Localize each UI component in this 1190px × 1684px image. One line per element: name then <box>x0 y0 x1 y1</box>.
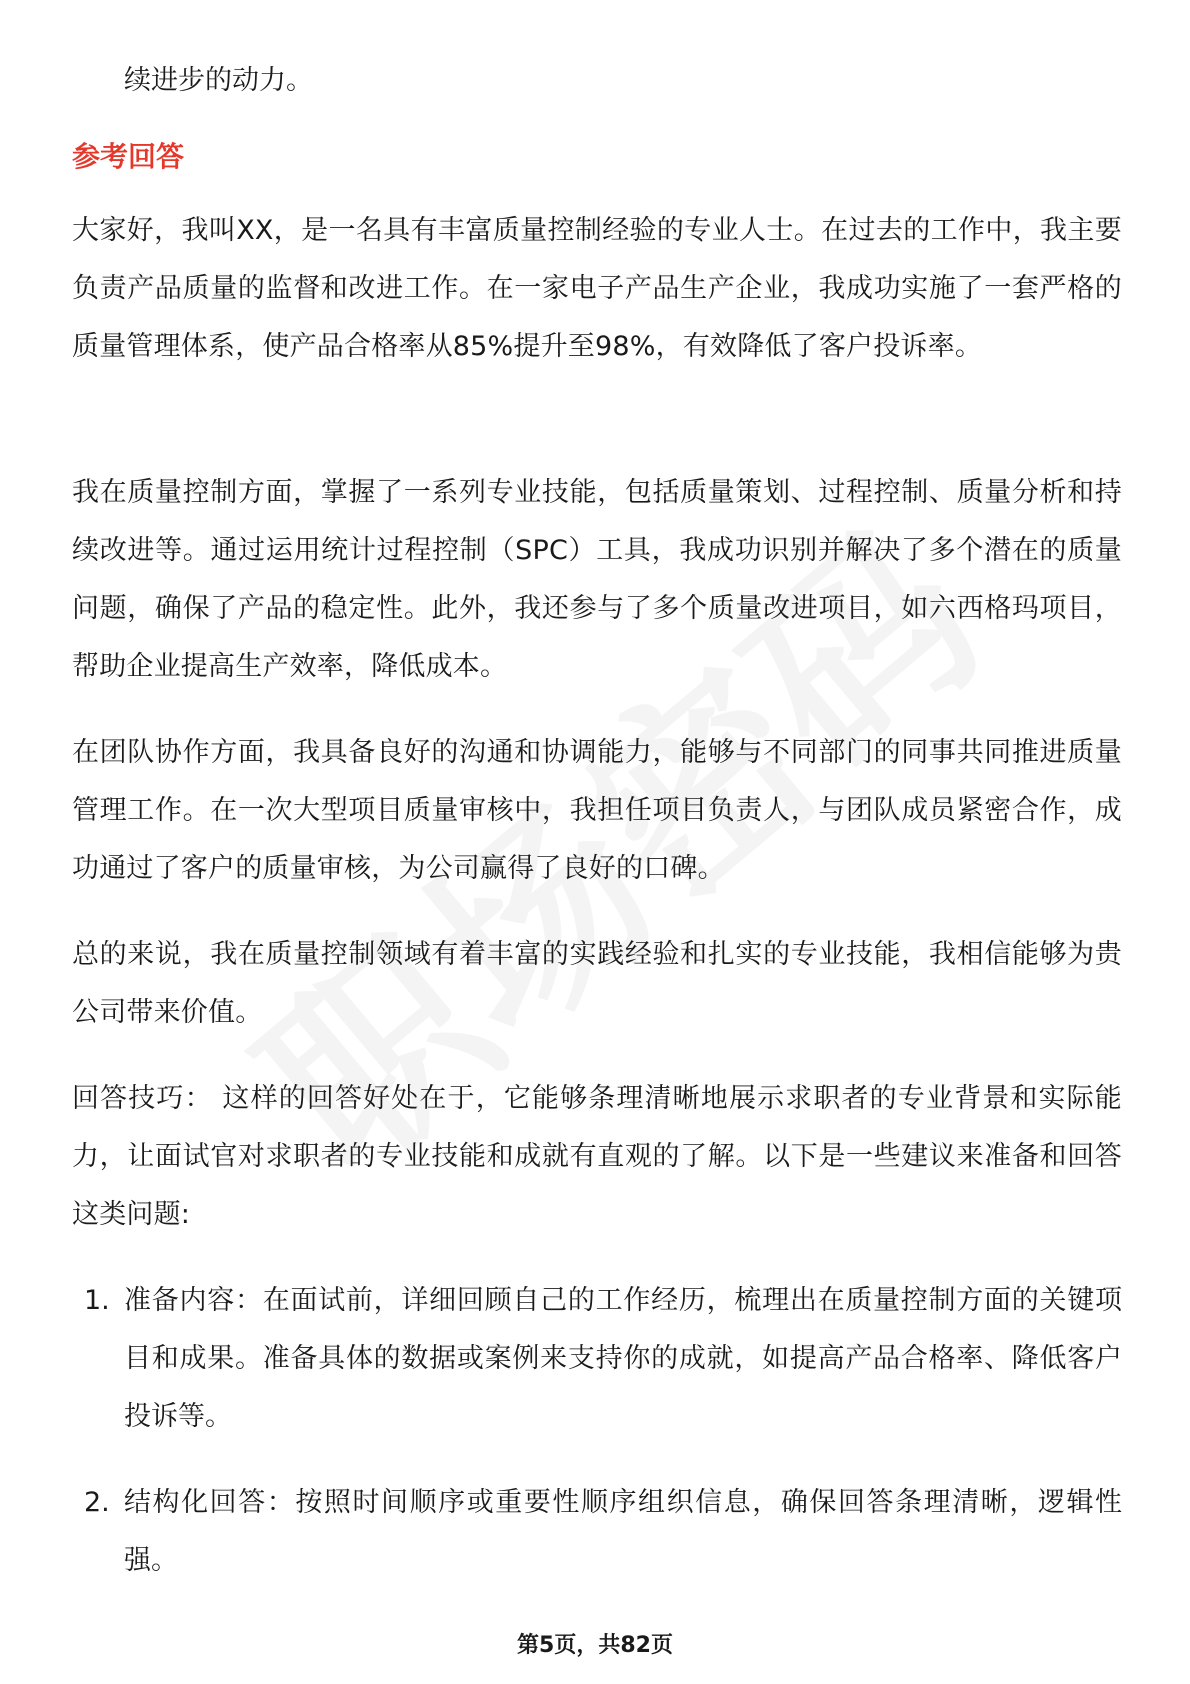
continuation-text: 续进步的动力。 <box>124 65 313 96</box>
answer-paragraph-teamwork: 在团队协作方面，我具备良好的沟通和协调能力，能够与不同部门的同事共同推进质量管理工作。在一次大型项目质量审核中，我担任项目负责人，与团队成员紧密合作，成功通过了客户的质量审核，为公司赢得了良好的口碑。 <box>72 737 1122 884</box>
answer-paragraph-intro: 大家好，我叫XX，是一名具有丰富质量控制经验的专业人士。在过去的工作中，我主要负责产品质量的监督和改进工作。在一家电子产品生产企业，我成功实施了一套严格的质量管理体系，使产品合格率从85%提升至98%，有效降低了客户投诉率。 <box>72 215 1122 362</box>
list-item <box>72 1272 1122 1446</box>
page-footer: 第5页，共82页 <box>517 1633 673 1658</box>
list-item-text: 结构化回答：按照时间顺序或重要性顺序组织信息，确保回答条理清晰，逻辑性强。 <box>124 1487 1122 1576</box>
section-heading: 参考回答 <box>72 140 185 173</box>
answer-paragraph-skills: 我在质量控制方面，掌握了一系列专业技能，包括质量策划、过程控制、质量分析和持续改进等。通过运用统计过程控制（SPC）工具，我成功识别并解决了多个潜在的质量问题，确保了产品的稳定性。此外，我还参与了多个质量改进项目，如六西格玛项目，帮助企业提高生产效率，降低成本。 <box>72 477 1122 682</box>
list-item-number: 1. <box>84 1285 110 1316</box>
list-item-text: 准备内容：在面试前，详细回顾自己的工作经历，梳理出在质量控制方面的关键项目和成果。准备具体的数据或案例来支持你的成就，如提高产品合格率、降低客户投诉等。 <box>124 1285 1122 1432</box>
answer-tips-paragraph: 回答技巧： 这样的回答好处在于，它能够条理清晰地展示求职者的专业背景和实际能力，让面试官对求职者的专业技能和成就有直观的了解。以下是一些建议来准备和回答这类问题: <box>72 1083 1122 1230</box>
list-item-number: 2. <box>84 1487 110 1518</box>
answer-paragraph-summary: 总的来说，我在质量控制领域有着丰富的实践经验和扎实的专业技能，我相信能够为贵公司带来价值。 <box>72 939 1122 1028</box>
list-item <box>72 1474 1122 1590</box>
